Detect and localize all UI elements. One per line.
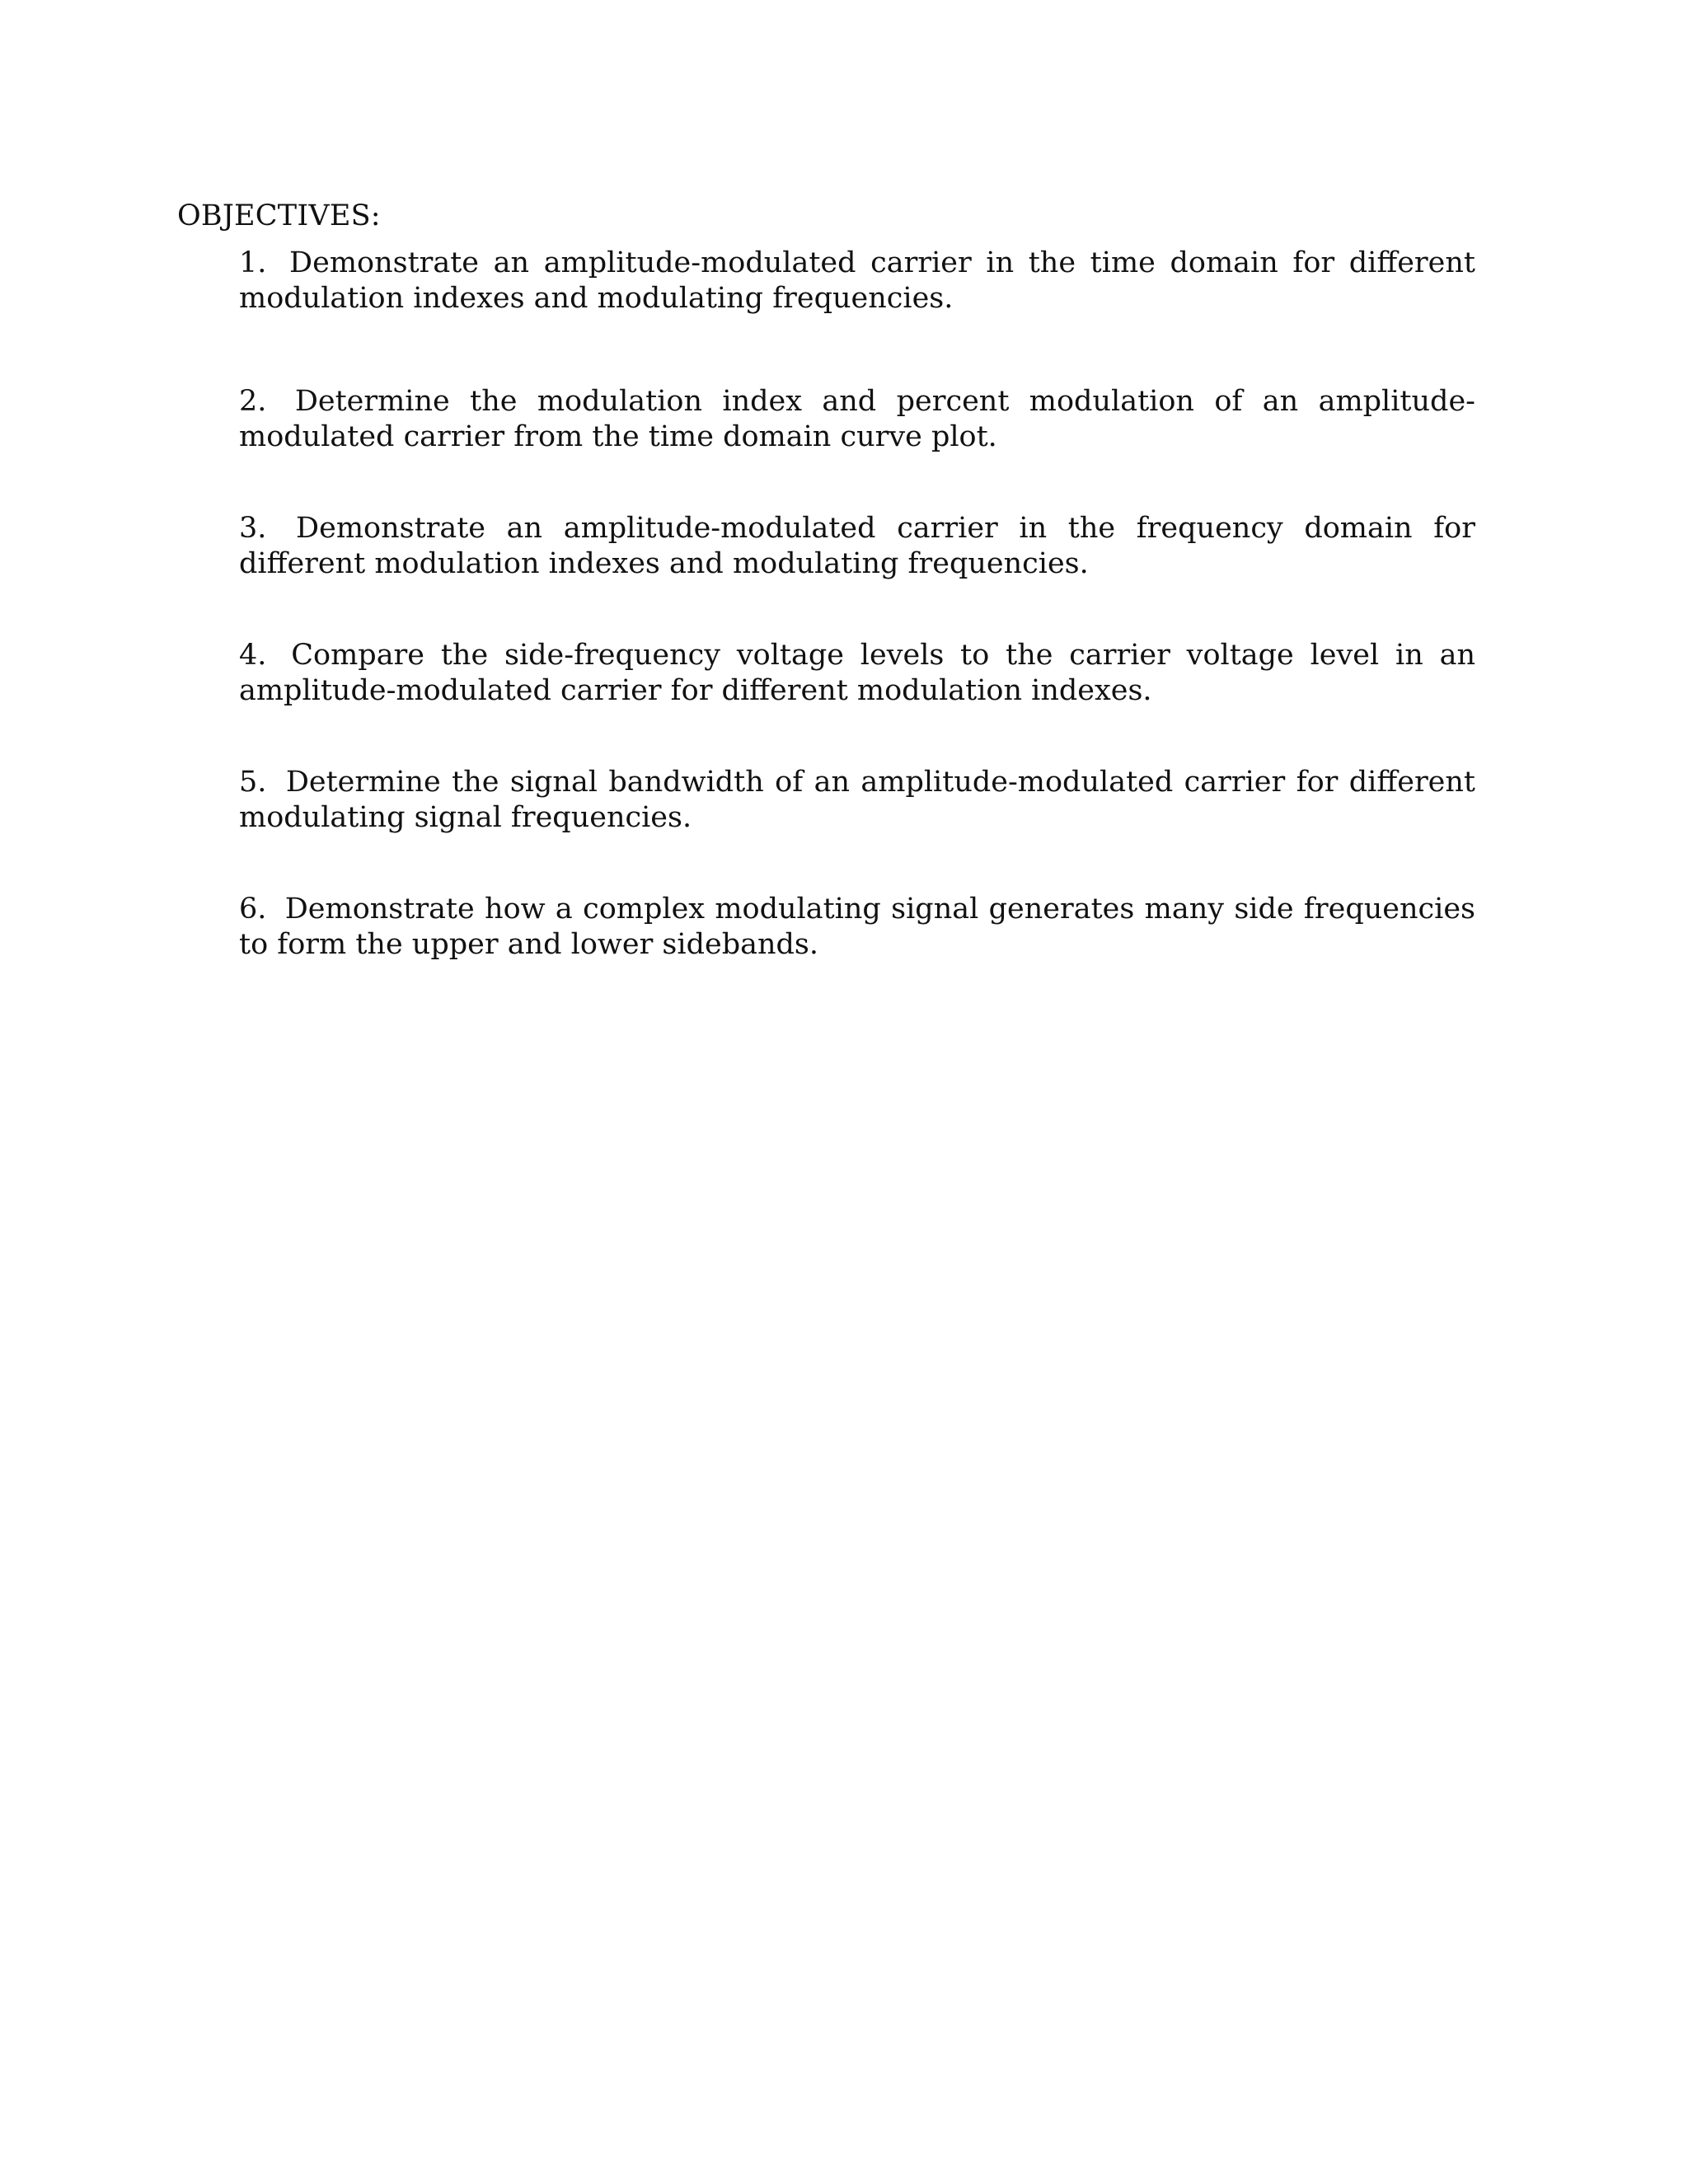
objective-number: 1. [239, 246, 267, 279]
objective-number: 4. [239, 639, 267, 672]
objective-item-1 [239, 246, 1475, 316]
objective-item-5 [239, 765, 1475, 836]
objective-number: 6. [239, 893, 267, 926]
objective-number: 2. [239, 385, 267, 418]
objective-text: Demonstrate an amplitude-modulated carrier in the frequency domain for different modulation indexes and modulating frequencies. [239, 512, 1475, 580]
objective-text: Determine the modulation index and percent modulation of an amplitude-modulated carrier from the time domain curve plot. [239, 385, 1475, 453]
objective-number: 3. [239, 512, 267, 545]
objectives-heading: OBJECTIVES: [177, 199, 381, 232]
objectives-list [239, 246, 1475, 963]
objective-item-2 [239, 384, 1475, 455]
objective-text: Demonstrate an amplitude-modulated carrier in the time domain for different modulation indexes and modulating frequencies. [239, 246, 1475, 315]
objective-number: 5. [239, 766, 267, 799]
objective-item-6 [239, 892, 1475, 963]
objective-item-4 [239, 638, 1475, 709]
objective-text: Compare the side-frequency voltage levels to the carrier voltage level in an amplitude-modulated carrier for different modulation indexes. [239, 639, 1475, 707]
objective-item-3 [239, 511, 1475, 582]
objective-text: Demonstrate how a complex modulating signal generates many side frequencies to form the upper and lower sidebands. [239, 893, 1475, 961]
objective-text: Determine the signal bandwidth of an amplitude-modulated carrier for different modulating signal frequencies. [239, 766, 1475, 834]
